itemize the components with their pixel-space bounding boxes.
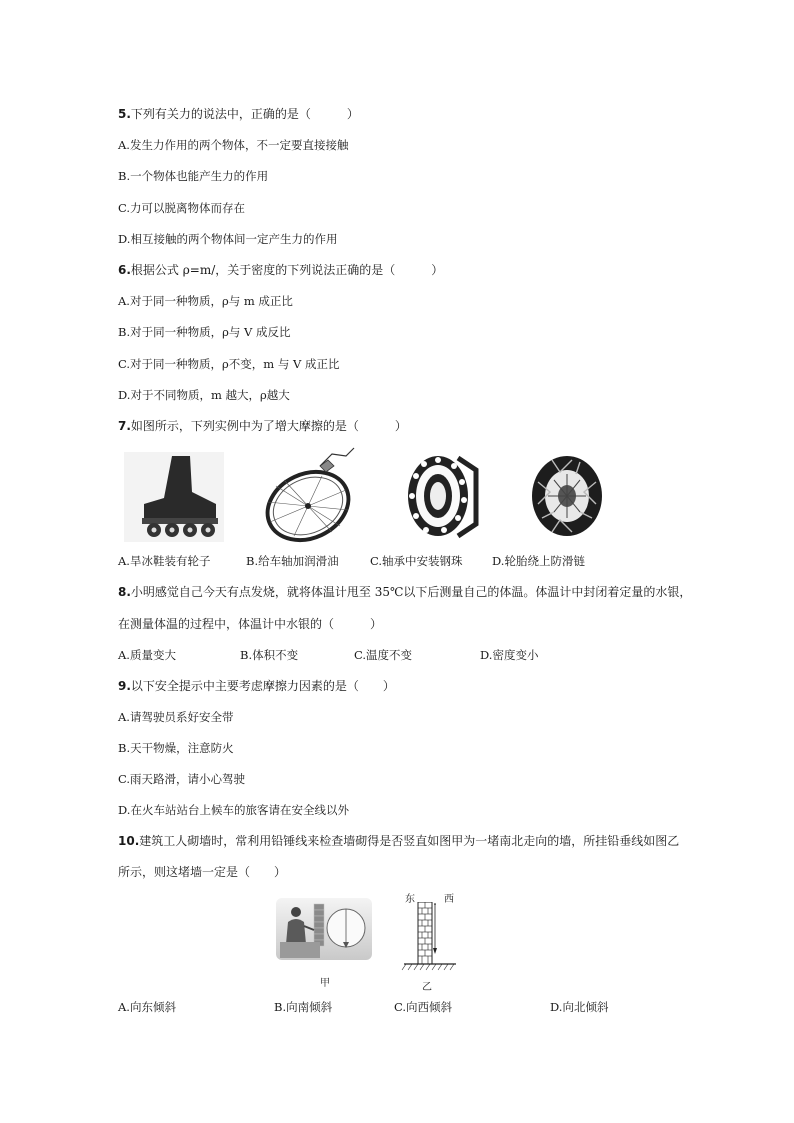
bicycle-wheel-image	[262, 446, 362, 546]
question-8-stem-line1	[118, 584, 691, 600]
q5-option-c: C.力可以脱离物体而存在	[118, 201, 246, 215]
figure-jia-label: 甲	[320, 978, 330, 989]
q7-option-b: B.给车轴加润滑油	[246, 554, 339, 568]
question-9-stem	[118, 678, 395, 694]
figure-yi-label: 乙	[422, 982, 432, 993]
q6-option-b: B.对于同一种物质，ρ与 V 成反比	[118, 325, 291, 339]
question-number: 10.	[118, 834, 140, 848]
question-text: 如图所示，下列实例中为了增大摩擦的是（ ）	[130, 419, 407, 433]
question-text: 以下安全提示中主要考虑摩擦力因素的是（ ）	[130, 679, 395, 693]
question-number: 6.	[118, 263, 131, 277]
q8-option-c: C.温度不变	[354, 648, 413, 662]
q7-option-d: D.轮胎绕上防滑链	[492, 554, 585, 568]
question-number: 5.	[118, 107, 131, 121]
question-6-stem	[118, 262, 443, 278]
east-label: 东	[405, 894, 415, 905]
q9-option-a: A.请驾驶员系好安全带	[118, 710, 234, 724]
question-text: 建筑工人砌墙时，常利用铅锤线来检查墙砌得是否竖直如图甲为一堵南北走向的墙，所挂铅垂线如图乙	[139, 834, 680, 848]
q5-option-d: D.相互接触的两个物体间一定产生力的作用	[118, 232, 338, 246]
q9-option-c: C.雨天路滑，请小心驾驶	[118, 772, 246, 786]
q10-option-b: B.向南倾斜	[274, 1000, 333, 1014]
q10-option-c: C.向西倾斜	[394, 1000, 453, 1014]
roller-skate-image	[124, 452, 224, 542]
question-text: 下列有关力的说法中，正确的是（ ）	[130, 107, 359, 121]
bearing-balls-image	[402, 450, 482, 542]
q10-option-a: A.向东倾斜	[118, 1000, 176, 1014]
question-number: 8.	[118, 585, 131, 599]
q8-option-a: A.质量变大	[118, 648, 176, 662]
q9-option-b: B.天干物燥，注意防火	[118, 741, 234, 755]
question-5-stem	[118, 106, 359, 122]
question-7-stem	[118, 418, 407, 434]
q5-option-a: A.发生力作用的两个物体，不一定要直接接触	[118, 138, 349, 152]
question-8-stem-line2: 在测量体温的过程中，体温计中水银的（ ）	[118, 617, 383, 631]
q6-option-c: C.对于同一种物质，ρ不变，m 与 V 成正比	[118, 357, 340, 371]
wall-plumb-diagram	[400, 902, 460, 972]
q5-option-b: B.一个物体也能产生力的作用	[118, 169, 269, 183]
q9-option-d: D.在火车站站台上候车的旅客请在安全线以外	[118, 803, 349, 817]
q8-option-d: D.密度变小	[480, 648, 539, 662]
question-number: 7.	[118, 419, 131, 433]
q8-option-b: B.体积不变	[240, 648, 299, 662]
q7-option-a: A.旱冰鞋装有轮子	[118, 554, 211, 568]
question-text: 根据公式 ρ=m/，关于密度的下列说法正确的是（ ）	[130, 263, 444, 277]
question-text: 小明感觉自己今天有点发烧，就将体温计甩至 35℃以下后测量自己的体温。体温计中封闭着定量的水银，	[130, 585, 692, 599]
q10-option-d: D.向北倾斜	[550, 1000, 609, 1014]
west-label: 西	[444, 894, 454, 905]
snow-chain-tire-image	[528, 452, 606, 540]
q6-option-d: D.对于不同物质，m 越大，ρ越大	[118, 388, 290, 402]
question-10-stem-line2: 所示，则这堵墙一定是（ ）	[118, 865, 287, 879]
question-10-stem-line1	[118, 833, 679, 849]
q7-option-c: C.轴承中安装钢珠	[370, 554, 463, 568]
question-number: 9.	[118, 679, 131, 693]
worker-plumb-line-photo	[276, 898, 372, 960]
q6-option-a: A.对于同一种物质，ρ与 m 成正比	[118, 294, 293, 308]
